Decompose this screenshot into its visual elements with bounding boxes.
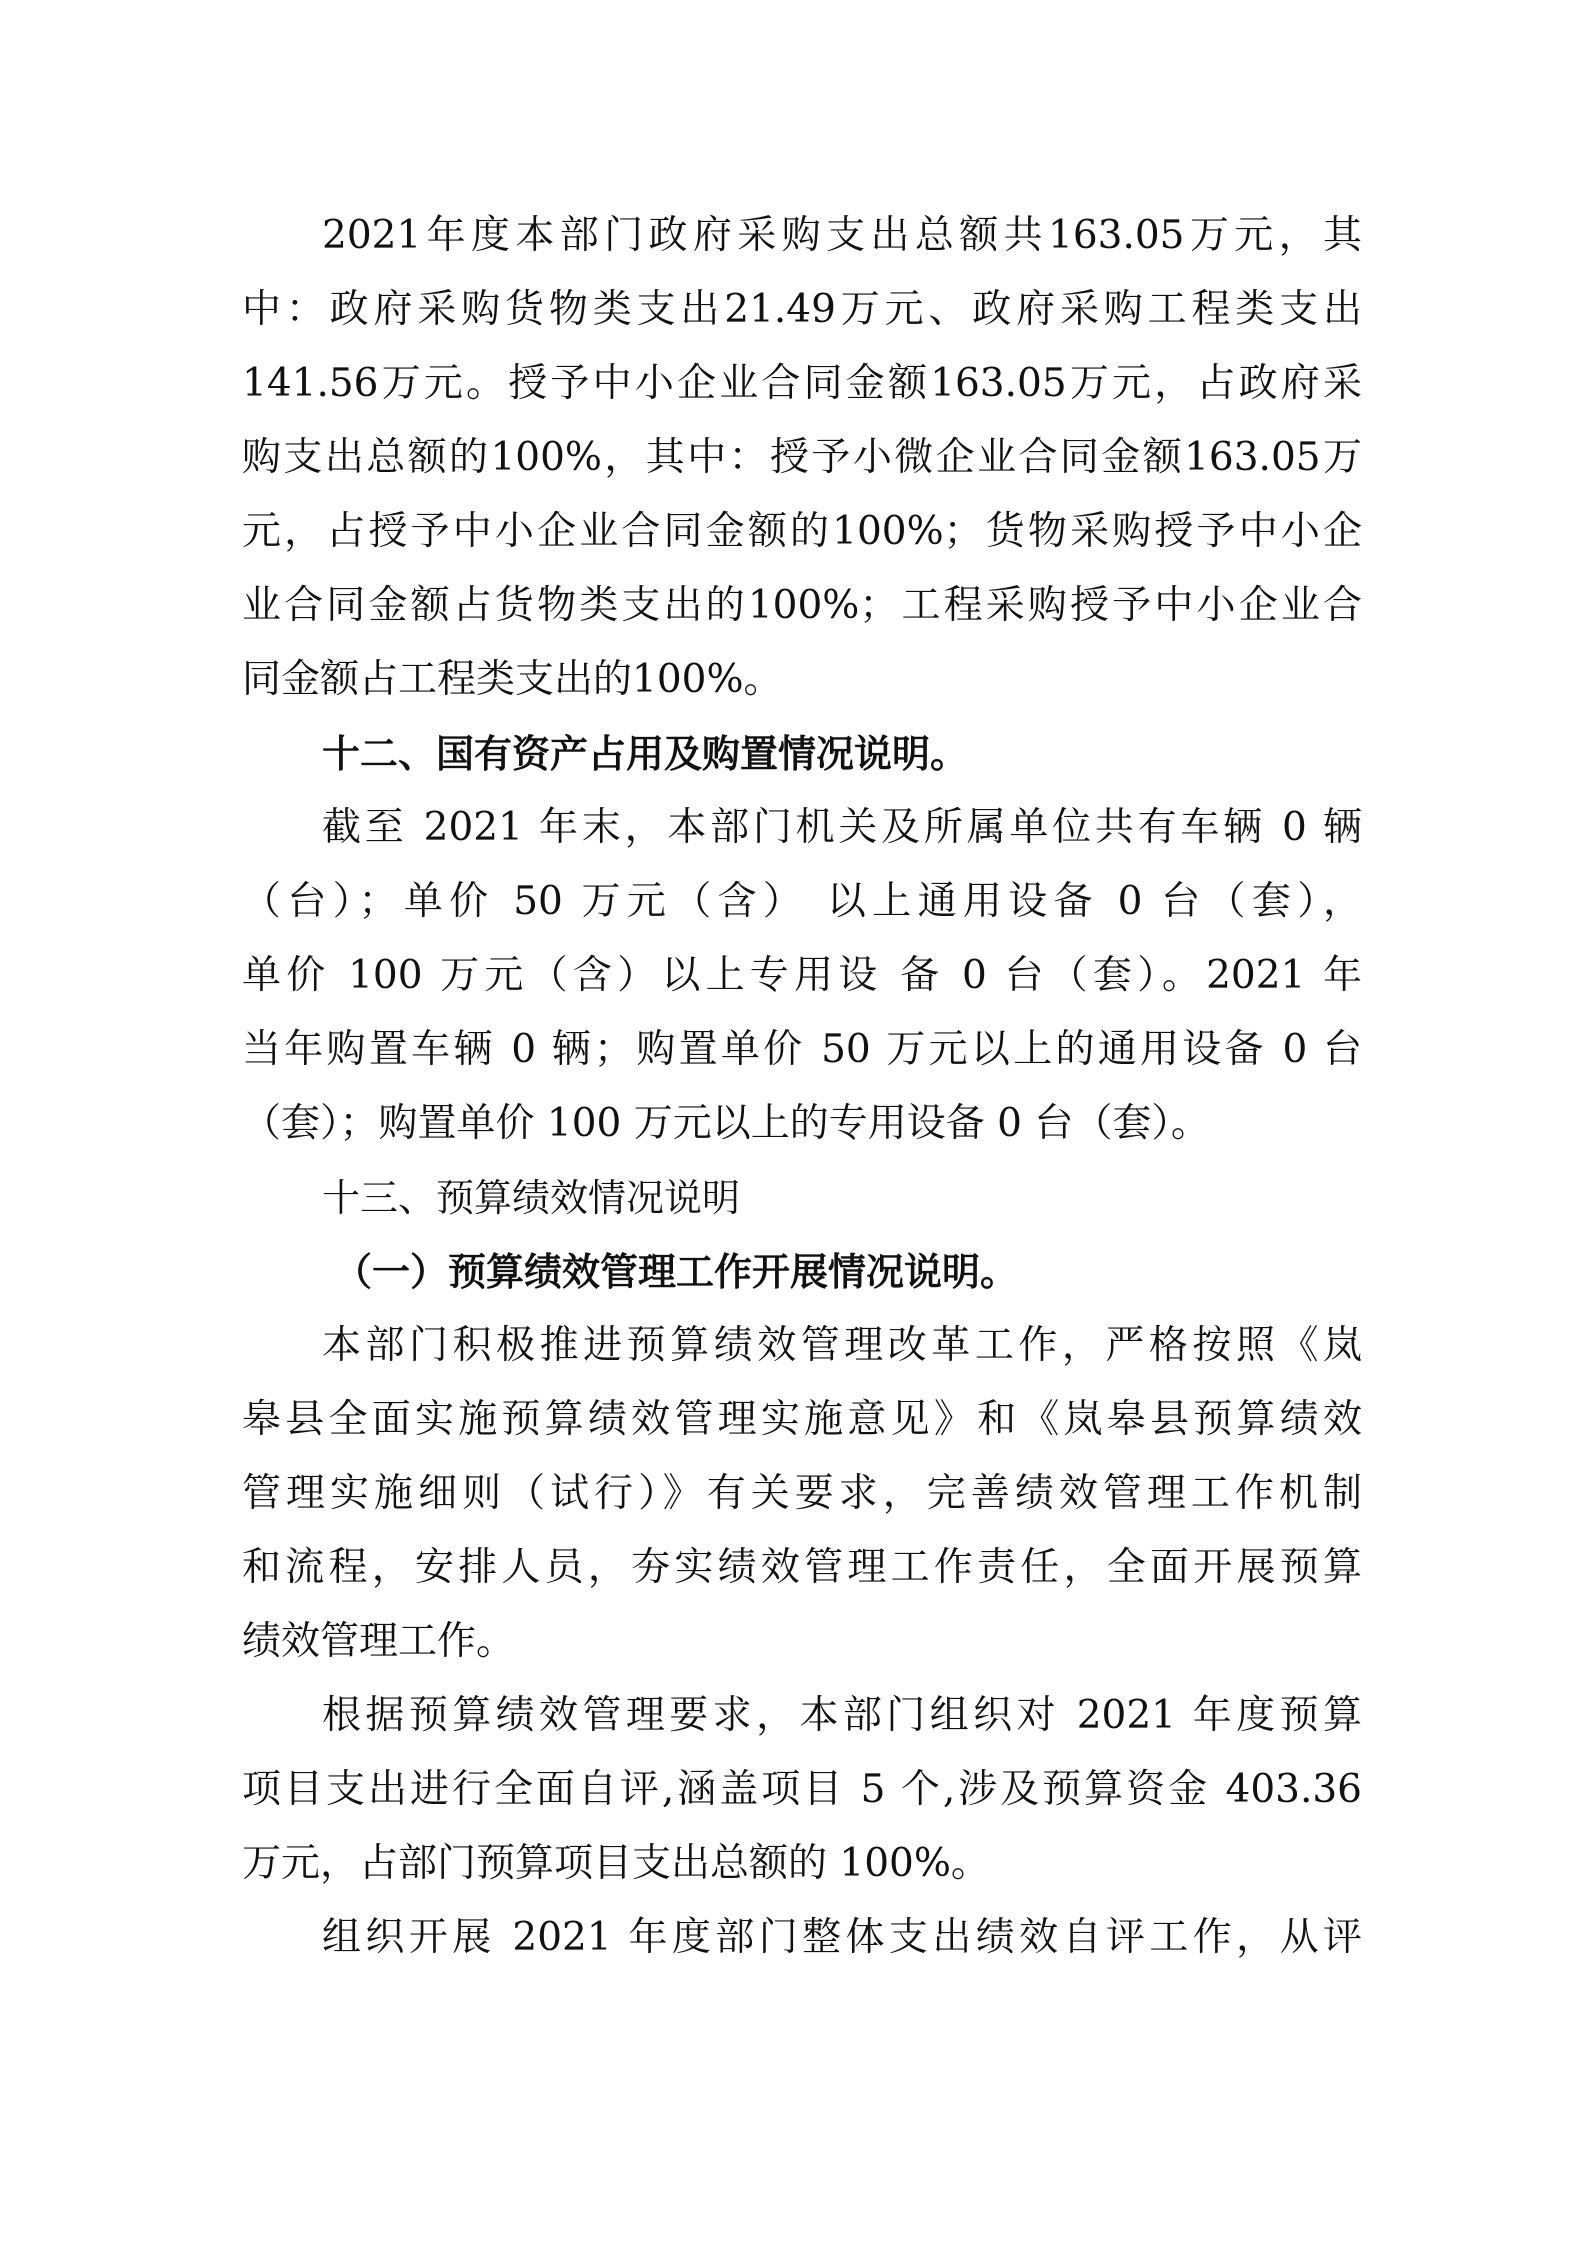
text-line: （台）；单价 50 万元（含） 以上通用设备 0 台（套），: [242, 879, 1362, 924]
text-line: 项目支出进行全面自评,涵盖项目 5 个,涉及预算资金 403.36: [242, 1767, 1362, 1812]
text-line: 皋县全面实施预算绩效管理实施意见》和《岚皋县预算绩效: [242, 1397, 1362, 1442]
text-line: 单价 100 万元（含）以上专用设 备 0 台（套）。2021 年: [242, 953, 1362, 998]
text-line: 同金额占工程类支出的100%。: [242, 657, 783, 702]
text-line: 本部门积极推进预算绩效管理改革工作，严格按照《岚: [322, 1323, 1362, 1368]
text-line: 购支出总额的100%，其中：授予小微企业合同金额163.05万: [242, 435, 1362, 480]
text-line: 管理实施细则（试行）》有关要求，完善绩效管理工作机制: [242, 1471, 1362, 1516]
text-line: 当年购置车辆 0 辆；购置单价 50 万元以上的通用设备 0 台: [242, 1027, 1362, 1072]
text-line: 万元，占部门预算项目支出总额的 100%。: [242, 1841, 990, 1886]
overall-eval-paragraph: [242, 1908, 1362, 1982]
text-line: 根据预算绩效管理要求，本部门组织对 2021 年度预算: [322, 1693, 1362, 1738]
text-line: 绩效管理工作。: [242, 1619, 516, 1664]
text-line: 2021年度本部门政府采购支出总额共163.05万元，其: [322, 213, 1362, 258]
procurement-paragraph: [242, 206, 1362, 724]
self-eval-paragraph: [242, 1686, 1362, 1908]
assets-paragraph: [242, 798, 1362, 1168]
text-line: 141.56万元。授予中小企业合同金额163.05万元，占政府采: [242, 361, 1362, 406]
section-heading-12: 十二、国有资产占用及购置情况说明。: [322, 732, 969, 776]
text-line: 和流程，安排人员，夯实绩效管理工作责任，全面开展预算: [242, 1545, 1362, 1590]
section-heading-13: 十三、预算绩效情况说明: [322, 1176, 741, 1220]
document-page: [242, 206, 1362, 1982]
performance-mgmt-paragraph: [242, 1316, 1362, 1686]
text-line: （套）；购置单价 100 万元以上的专用设备 0 台（套）。: [242, 1101, 1210, 1146]
text-line: 业合同金额占货物类支出的100%；工程采购授予中小企业合: [242, 583, 1362, 628]
text-line: 元，占授予中小企业合同金额的100%；货物采购授予中小企: [242, 509, 1362, 554]
text-line: 组织开展 2021 年度部门整体支出绩效自评工作，从评: [322, 1915, 1362, 1960]
text-line: 中：政府采购货物类支出21.49万元、政府采购工程类支出: [242, 287, 1362, 332]
text-line: 截至 2021 年末，本部门机关及所属单位共有车辆 0 辆: [322, 805, 1362, 850]
subsection-heading: （一）预算绩效管理工作开展情况说明。: [334, 1250, 1019, 1294]
